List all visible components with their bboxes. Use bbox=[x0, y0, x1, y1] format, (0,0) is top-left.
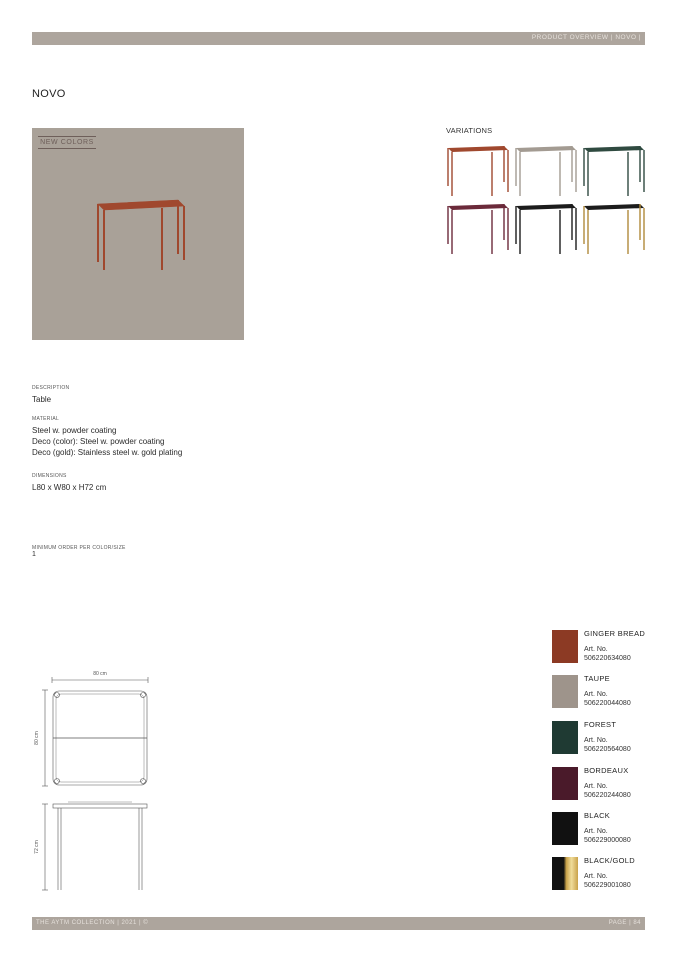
footer-collection-text: THE AYTM COLLECTION | 2021 | © bbox=[36, 920, 149, 926]
swatch-color bbox=[552, 857, 578, 890]
dimensions-value: L80 x W80 x H72 cm bbox=[32, 483, 107, 492]
drawing-depth-label: 80 cm bbox=[34, 731, 40, 745]
art-number: 506229001080 bbox=[584, 882, 631, 889]
material-label: MATERIAL bbox=[32, 416, 60, 422]
art-label: Art. No. bbox=[584, 783, 608, 790]
material-line-2: Deco (color): Steel w. powder coating bbox=[32, 437, 165, 446]
min-order-value: 1 bbox=[32, 551, 36, 558]
variation-forest bbox=[582, 142, 646, 198]
swatch-art bbox=[584, 872, 631, 890]
header-bar bbox=[32, 32, 645, 45]
swatch-name: FOREST bbox=[584, 720, 617, 729]
new-colors-badge: NEW COLORS bbox=[38, 136, 96, 149]
variation-bordeaux bbox=[446, 200, 510, 256]
variations-label: VARIATIONS bbox=[446, 126, 493, 135]
swatch-bordeaux bbox=[552, 765, 652, 801]
page-title: NOVO bbox=[32, 88, 66, 100]
header-text: PRODUCT OVERVIEW | NOVO | bbox=[531, 34, 641, 41]
hero-table-illustration bbox=[88, 196, 188, 276]
description-label: DESCRIPTION bbox=[32, 385, 70, 391]
material-line-1: Steel w. powder coating bbox=[32, 426, 117, 435]
variations-grid bbox=[446, 140, 648, 256]
art-number: 506229000080 bbox=[584, 837, 631, 844]
swatch-taupe bbox=[552, 673, 652, 709]
hero-image bbox=[32, 128, 244, 340]
swatch-color bbox=[552, 675, 578, 708]
dimensions-label: DIMENSIONS bbox=[32, 473, 67, 479]
swatch-name: BLACK/GOLD bbox=[584, 856, 635, 865]
swatch-art bbox=[584, 645, 631, 663]
swatch-name: GINGER BREAD bbox=[584, 629, 646, 638]
swatch-color bbox=[552, 630, 578, 663]
swatch-ginger-bread bbox=[552, 628, 652, 664]
swatch-black bbox=[552, 810, 652, 846]
swatch-art bbox=[584, 690, 631, 708]
variation-ginger-bread bbox=[446, 142, 510, 198]
swatch-color bbox=[552, 767, 578, 800]
swatch-name: BORDEAUX bbox=[584, 766, 629, 775]
footer-page-number: PAGE | 84 bbox=[608, 920, 641, 926]
swatch-color bbox=[552, 812, 578, 845]
art-number: 506220044080 bbox=[584, 700, 631, 707]
swatch-art bbox=[584, 827, 631, 845]
min-order-label: MINIMUM ORDER PER COLOR/SIZE bbox=[32, 545, 126, 551]
art-number: 506220244080 bbox=[584, 792, 631, 799]
art-number: 506220564080 bbox=[584, 746, 631, 753]
swatch-forest bbox=[552, 719, 652, 755]
swatch-name: TAUPE bbox=[584, 674, 610, 683]
drawing-width-label: 80 cm bbox=[93, 671, 107, 677]
swatch-name: BLACK bbox=[584, 811, 611, 820]
technical-drawing bbox=[28, 666, 158, 896]
swatch-color bbox=[552, 721, 578, 754]
description-value: Table bbox=[32, 395, 52, 404]
footer-bar bbox=[32, 917, 645, 930]
art-label: Art. No. bbox=[584, 828, 608, 835]
art-label: Art. No. bbox=[584, 646, 608, 653]
art-number: 506220634080 bbox=[584, 655, 631, 662]
drawing-height-label: 72 cm bbox=[34, 840, 40, 854]
art-label: Art. No. bbox=[584, 873, 608, 880]
material-line-3: Deco (gold): Stainless steel w. gold plating bbox=[32, 448, 183, 457]
swatch-art bbox=[584, 782, 631, 800]
swatch-black-gold bbox=[552, 855, 652, 891]
swatch-art bbox=[584, 736, 631, 754]
art-label: Art. No. bbox=[584, 737, 608, 744]
art-label: Art. No. bbox=[584, 691, 608, 698]
variation-taupe bbox=[514, 142, 578, 198]
variation-black bbox=[514, 200, 578, 256]
variation-black-gold bbox=[582, 200, 646, 256]
